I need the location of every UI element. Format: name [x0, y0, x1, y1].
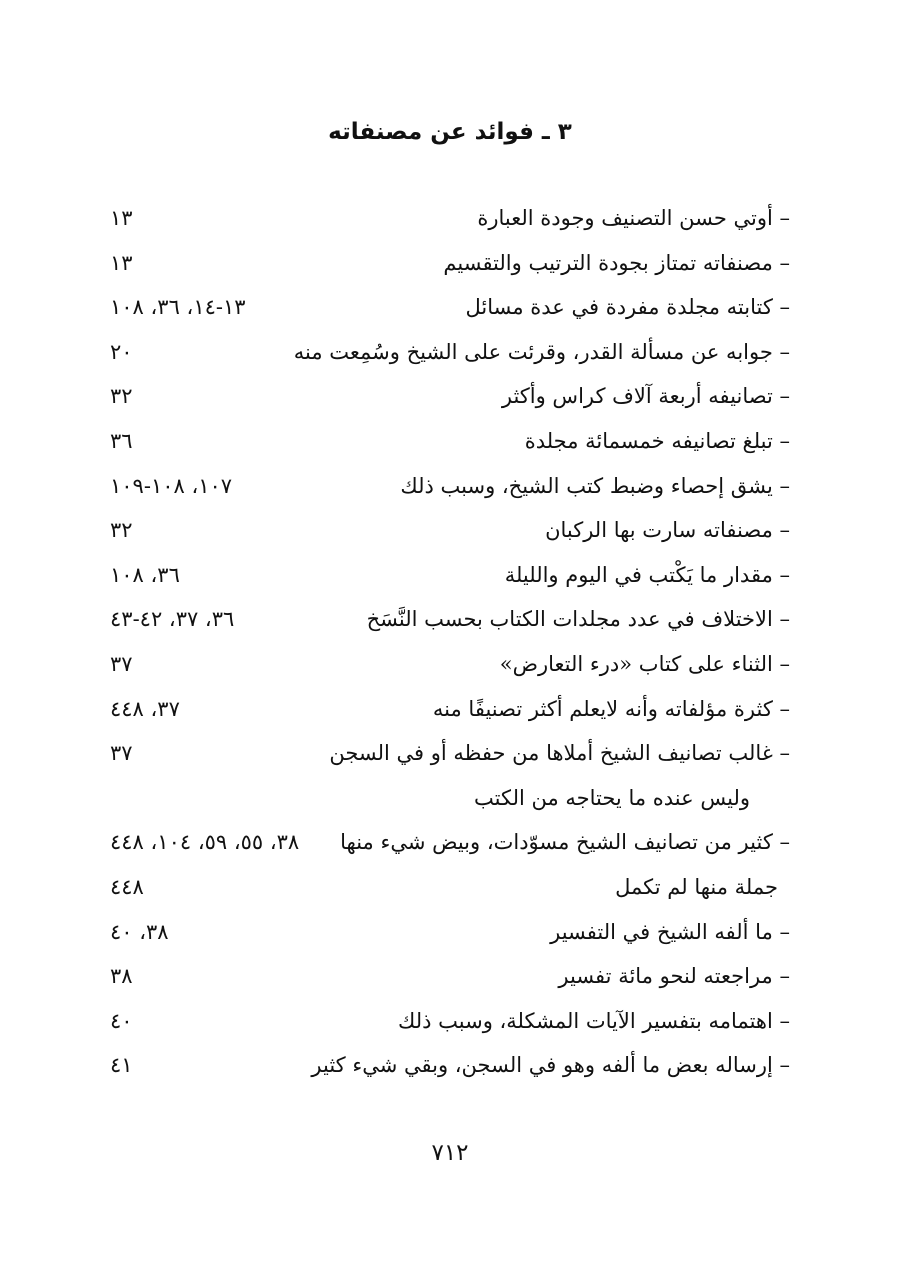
entry-pages: ٣٨، ٥٥، ٥٩، ١٠٤، ٤٤٨ [110, 830, 300, 855]
index-entries [100, 197, 790, 1089]
index-entry [100, 331, 790, 376]
entry-pages: ٣٦، ٣٧، ٤٢-٤٣ [110, 607, 235, 632]
entry-pages: ٣٢ [110, 384, 133, 409]
entry-text: – مراجعته لنحو مائة تفسير [558, 964, 790, 989]
entry-pages: ٣٦ [110, 428, 133, 453]
index-entry [100, 375, 790, 420]
entry-text: – مصنفاته سارت بها الركبان [545, 518, 790, 543]
index-entry [100, 509, 790, 554]
index-entry [100, 1044, 790, 1089]
entry-text: – جوابه عن مسألة القدر، وقرئت على الشيخ وسُمِعت منه [293, 339, 790, 364]
entry-pages: ٣٦، ١٠٨ [110, 562, 180, 587]
entry-text: – كثرة مؤلفاته وأنه لايعلم أكثر تصنيفًا منه [432, 696, 790, 721]
index-entry [100, 242, 790, 287]
index-entry-continuation [100, 777, 790, 822]
entry-text: – تبلغ تصانيفه خمسمائة مجلدة [524, 428, 790, 453]
index-entry [100, 643, 790, 688]
index-entry [100, 598, 790, 643]
entry-pages: ١٠٧، ١٠٨-١٠٩ [110, 473, 233, 498]
index-entry [100, 732, 790, 777]
entry-pages: ٣٨، ٤٠ [110, 919, 169, 944]
page-number: ٧١٢ [431, 1140, 469, 1166]
entry-pages: ٣٢ [110, 518, 133, 543]
entry-text: جملة منها لم تكمل [615, 874, 778, 899]
index-entry [100, 911, 790, 956]
entry-pages: ٢٠ [110, 339, 133, 364]
entry-pages: ٣٧ [110, 651, 133, 676]
entry-text: – غالب تصانيف الشيخ أملاها من حفظه أو في السجن [329, 741, 790, 766]
entry-text: – تصانيفه أربعة آلاف كراس وأكثر [501, 384, 790, 409]
index-entry [100, 554, 790, 599]
index-entry [100, 688, 790, 733]
entry-pages: ١٣ [110, 250, 133, 275]
entry-text: – أوتي حسن التصنيف وجودة العبارة [477, 206, 790, 230]
index-entry [100, 821, 790, 866]
entry-text: – اهتمامه بتفسير الآيات المشكلة، وسبب ذلك [398, 1008, 790, 1033]
entry-pages: ٤٤٨ [110, 874, 144, 899]
entry-text: – كتابته مجلدة مفردة في عدة مسائل [465, 295, 790, 320]
entry-pages: ٣٧ [110, 741, 133, 766]
index-entry [100, 1000, 790, 1045]
entry-pages: ٣٧، ٤٤٨ [110, 696, 180, 721]
entry-text: – مصنفاته تمتاز بجودة الترتيب والتقسيم [443, 250, 790, 275]
entry-pages: ٤١ [110, 1053, 133, 1078]
entry-text: – يشق إحصاء وضبط كتب الشيخ، وسبب ذلك [400, 473, 790, 498]
index-entry [100, 866, 790, 911]
index-entry [100, 286, 790, 331]
index-entry [100, 465, 790, 510]
index-entry [100, 197, 790, 242]
entry-pages: ١٣-١٤، ٣٦، ١٠٨ [110, 295, 246, 320]
entry-text: – مقدار ما يَكْتب في اليوم والليلة [504, 562, 790, 587]
index-entry [100, 420, 790, 465]
entry-pages: ٤٠ [110, 1008, 133, 1033]
entry-text: – الثناء على كتاب «درء التعارض» [499, 651, 790, 676]
page-title: ٣ ـ فوائد عن مصنفاته [328, 119, 572, 145]
entry-text: – إرساله بعض ما ألفه وهو في السجن، وبقي شيء كثير [311, 1053, 790, 1078]
entry-text: – الاختلاف في عدد مجلدات الكتاب بحسب النَّسَخ [366, 607, 790, 632]
entry-text: وليس عنده ما يحتاجه من الكتب [474, 785, 750, 810]
index-entry [100, 955, 790, 1000]
entry-pages: ١٣ [110, 206, 133, 230]
entry-pages: ٣٨ [110, 964, 133, 989]
entry-text: – ما ألفه الشيخ في التفسير [550, 919, 790, 944]
entry-text: – كثير من تصانيف الشيخ مسوّدات، وبيض شيء منها [340, 830, 790, 855]
